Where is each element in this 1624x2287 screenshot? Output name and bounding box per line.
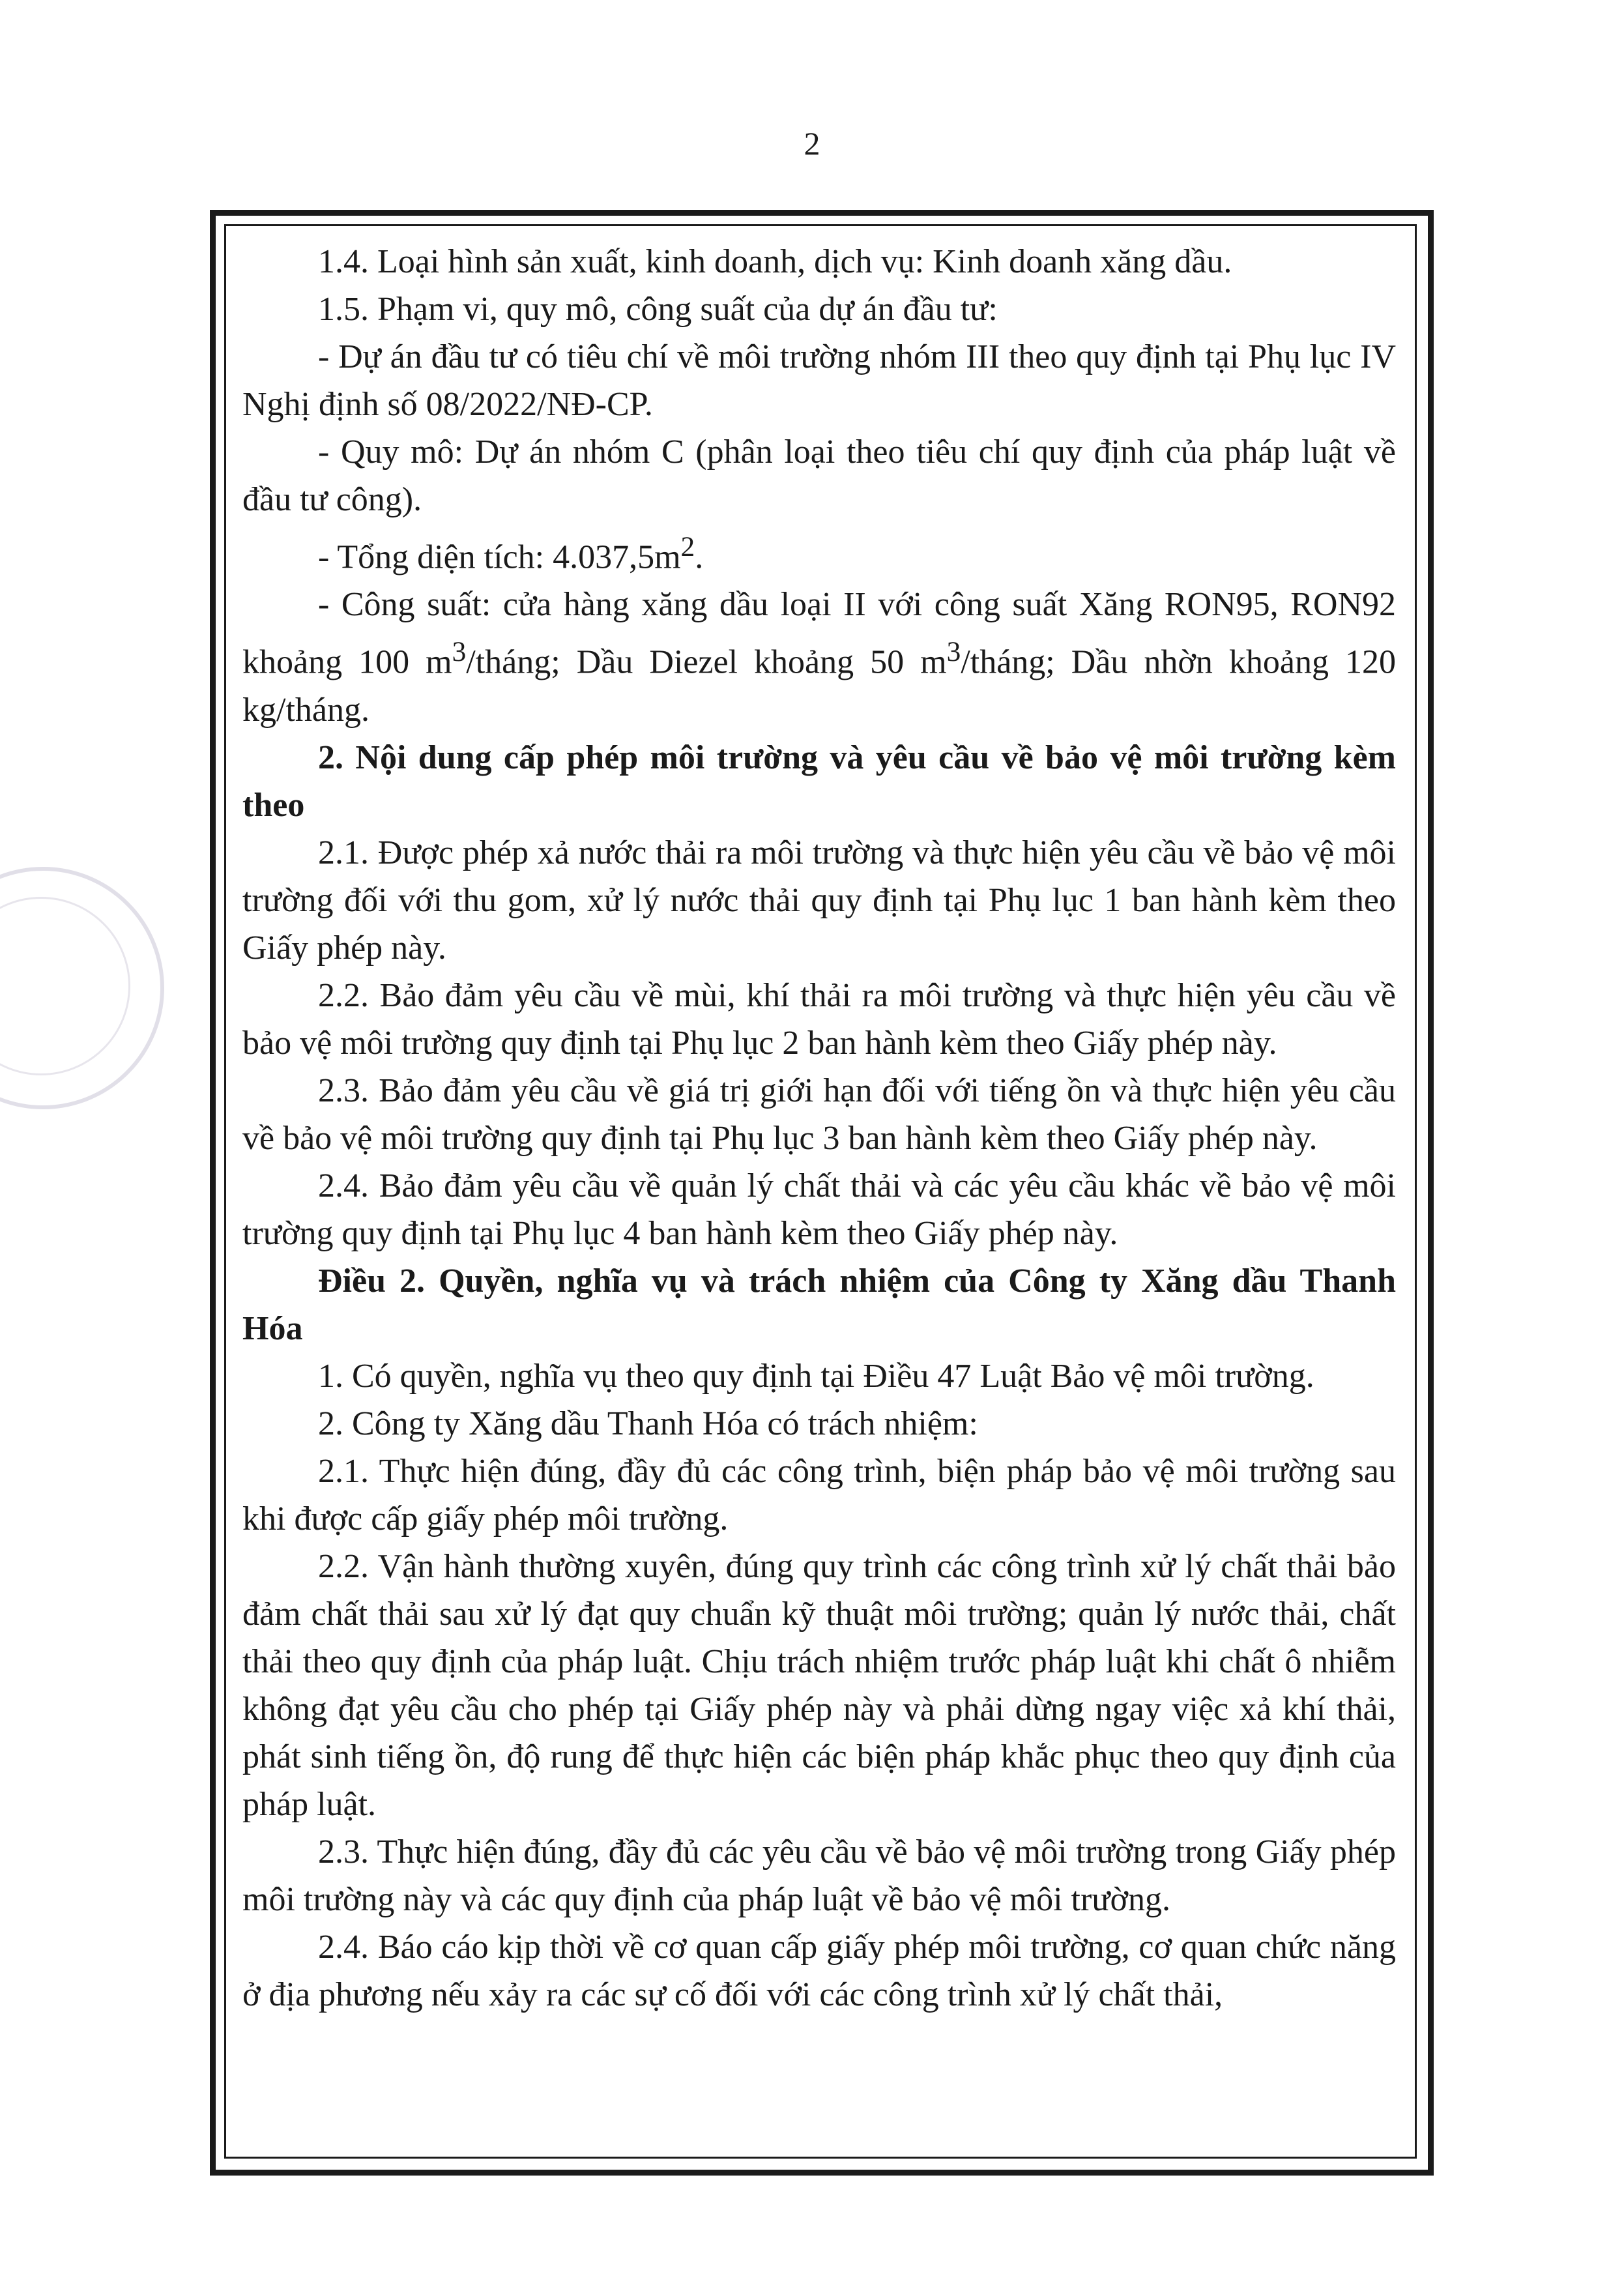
section-heading-2: 2. Nội dung cấp phép môi trường và yêu cầu về bảo vệ môi trường kèm theo <box>242 738 1396 824</box>
article-2-clause-2-3: 2.3. Thực hiện đúng, đầy đủ các yêu cầu về bảo vệ môi trường trong Giấy phép môi trường này và các quy định của pháp luật về bảo vệ môi trường. <box>242 1833 1396 1918</box>
capacity-superscript-2: 3 <box>946 636 961 668</box>
capacity-text-2: /tháng; Dầu Diezel khoảng 50 m <box>466 643 947 681</box>
article-2-clause-2-4: 2.4. Báo cáo kịp thời về cơ quan cấp giấy phép môi trường, cơ quan chức năng ở địa phương nếu xảy ra các sự cố đối với các công trình xử lý chất thải, <box>242 1928 1396 2013</box>
article-2-heading: Điều 2. Quyền, nghĩa vụ và trách nhiệm của Công ty Xăng dầu Thanh Hóa <box>242 1262 1396 1347</box>
document-body <box>242 238 1396 2018</box>
faded-seal-stamp <box>0 867 164 1109</box>
capacity-text-3: /tháng; Dầu nhờn khoảng 120 kg/tháng. <box>242 643 1397 729</box>
capacity-text-1: - Công suất: cửa hàng xăng dầu loại II với công suất Xăng RON95, RON92 khoảng 100 m <box>242 586 1396 681</box>
article-2-clause-2-2: 2.2. Vận hành thường xuyên, đúng quy trình các công trình xử lý chất thải bảo đảm chất thải sau xử lý đạt quy chuẩn kỹ thuật môi trường; quản lý nước thải, chất thải theo quy định của pháp luật. Chịu trách nhiệm trước pháp luật khi chất ô nhiễm không đạt yêu cầu cho phép tại Giấy phép này và phải dừng ngay việc xả khí thải, phát sinh tiếng ồn, độ rung để thực hiện các biện pháp khắc phục theo quy định của pháp luật. <box>242 1547 1396 1823</box>
article-2-clause-1: 1. Có quyền, nghĩa vụ theo quy định tại Điều 47 Luật Bảo vệ môi trường. <box>318 1357 1314 1395</box>
paragraph-1-4: 1.4. Loại hình sản xuất, kinh doanh, dịch vụ: Kinh doanh xăng dầu. <box>318 243 1232 280</box>
paragraph-2-3: 2.3. Bảo đảm yêu cầu về giá trị giới hạn đối với tiếng ồn và thực hiện yêu cầu về bảo vệ môi trường quy định tại Phụ lục 3 ban hành kèm theo Giấy phép này. <box>242 1071 1396 1157</box>
capacity-superscript-1: 3 <box>452 636 467 668</box>
article-2-clause-2-1: 2.1. Thực hiện đúng, đầy đủ các công trình, biện pháp bảo vệ môi trường sau khi được cấp giấy phép môi trường. <box>242 1452 1396 1537</box>
paragraph-2-1: 2.1. Được phép xả nước thải ra môi trường và thực hiện yêu cầu về bảo vệ môi trường đối với thu gom, xử lý nước thải quy định tại Phụ lục 1 ban hành kèm theo Giấy phép này. <box>242 834 1396 967</box>
paragraph-total-area <box>242 523 1396 581</box>
page-number: 2 <box>804 125 820 162</box>
paragraph-environment-group: - Dự án đầu tư có tiêu chí về môi trường nhóm III theo quy định tại Phụ lục IV Nghị định số 08/2022/NĐ-CP. <box>242 338 1396 423</box>
paragraph-scale: - Quy mô: Dự án nhóm C (phân loại theo tiêu chí quy định của pháp luật về đầu tư công). <box>242 433 1396 518</box>
article-2-clause-2: 2. Công ty Xăng dầu Thanh Hóa có trách nhiệm: <box>318 1405 978 1442</box>
paragraph-1-5: 1.5. Phạm vi, quy mô, công suất của dự án đầu tư: <box>318 291 998 328</box>
area-text: - Tổng diện tích: 4.037,5m <box>318 538 681 576</box>
paragraph-2-4: 2.4. Bảo đảm yêu cầu về quản lý chất thải và các yêu cầu khác về bảo vệ môi trường quy định tại Phụ lục 4 ban hành kèm theo Giấy phép này. <box>242 1167 1396 1252</box>
paragraph-2-2: 2.2. Bảo đảm yêu cầu về mùi, khí thải ra môi trường và thực hiện yêu cầu về bảo vệ môi trường quy định tại Phụ lục 2 ban hành kèm theo Giấy phép này. <box>242 976 1396 1062</box>
paragraph-capacity <box>242 581 1396 733</box>
area-superscript: 2 <box>680 531 695 562</box>
area-text-end: . <box>695 538 704 576</box>
